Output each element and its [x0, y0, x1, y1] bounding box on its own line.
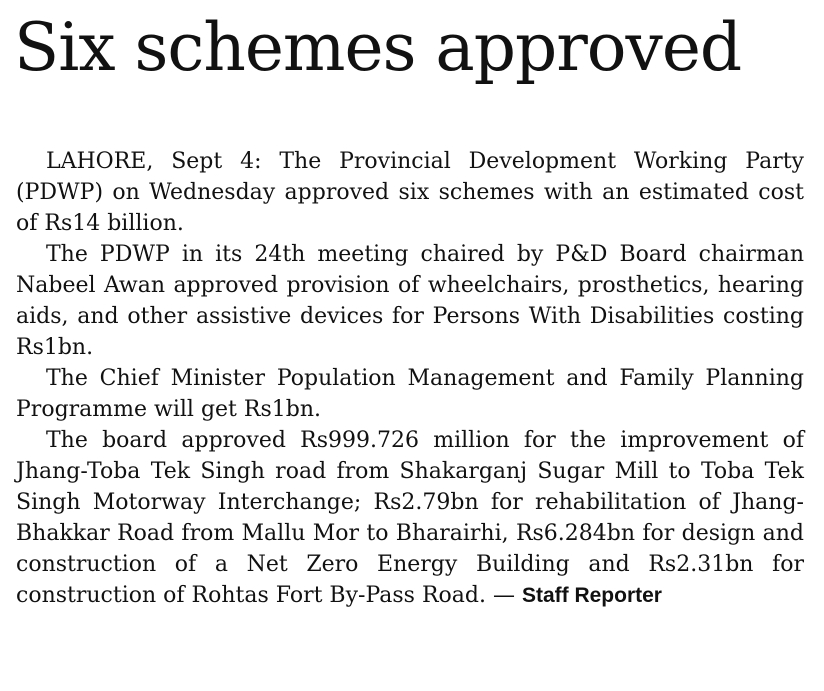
- article-body: [16, 146, 804, 611]
- byline: Staff Reporter: [521, 584, 662, 607]
- article-paragraph-text: The board approved Rs999.726 million for the improvement of Jhang-Toba Tek Singh road from Shakarganj Sugar Mill to Toba Tek Singh Motorway Interchange; Rs2.79bn for rehabilitation of Jhang-Bhakkar Road from Mallu Mor to Bharairhi, Rs6.284bn for design and construction of a Net Zero Energy Building and Rs2.31bn for construction of Rohtas Fort By-Pass Road. —: [16, 428, 804, 608]
- article-paragraph: The Chief Minister Population Management and Family Planning Programme will get Rs1bn.: [16, 366, 804, 422]
- headline: Six schemes approved: [14, 9, 742, 86]
- article-paragraph: The PDWP in its 24th meeting chaired by P&D Board chairman Nabeel Awan approved provision of wheelchairs, prosthetics, hearing aids, and other assistive devices for Persons With Disabilities costing Rs1bn.: [16, 242, 804, 360]
- article-paragraph: LAHORE, Sept 4: The Provincial Development Working Party (PDWP) on Wednesday approved six schemes with an estimated cost of Rs14 billion.: [16, 149, 804, 236]
- article-paragraph-last: [16, 425, 804, 611]
